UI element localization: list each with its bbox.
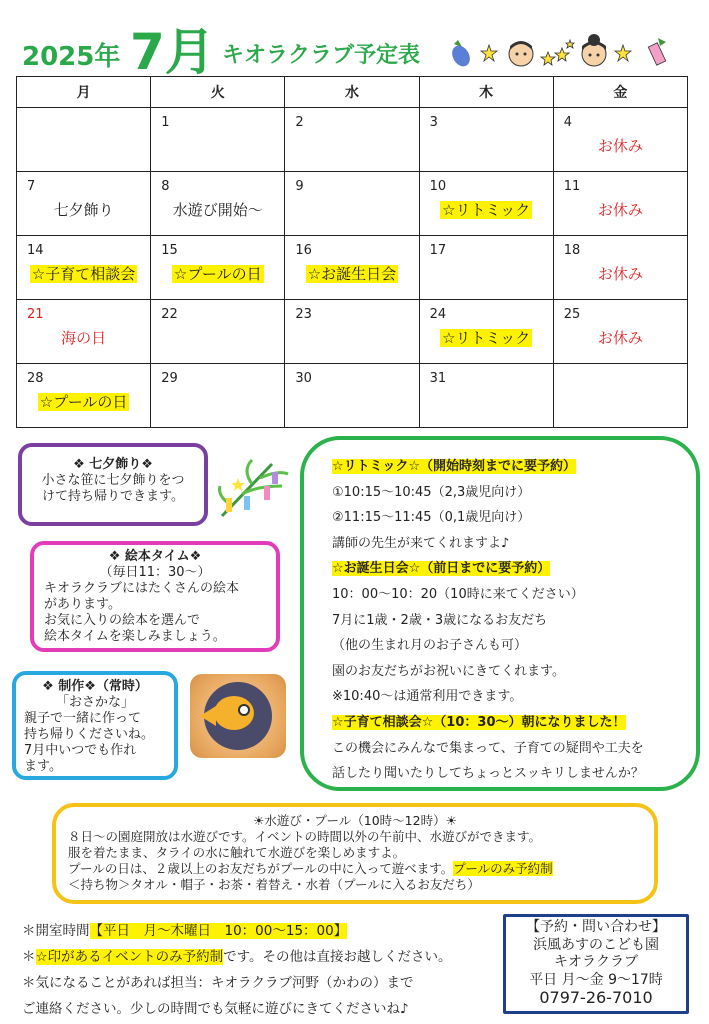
reserve-prefix: ＊ [22, 949, 36, 965]
day-number: 30 [295, 371, 312, 386]
seisaku-line: 親子で一緒に作って [24, 711, 142, 726]
title-month: 7月 [130, 23, 215, 81]
ehon-line: キオラクラブにはたくさんの絵本 [44, 581, 240, 596]
calendar-body [17, 108, 688, 428]
fish-illustration-icon [190, 674, 286, 758]
day-number: 29 [161, 371, 178, 386]
day-event: ☆プールの日 [39, 393, 128, 411]
day-number: 4 [563, 115, 573, 130]
contact-note-line: ＊気になることがあれば担当：キオラクラブ河野（かわの）まで [22, 975, 414, 991]
bamboo-decoration-icon [212, 456, 292, 522]
birthday-title: ☆お誕生日会☆（前日までに要予約） [332, 561, 551, 577]
ehon-box [30, 541, 280, 652]
calendar-day-cell [151, 172, 285, 236]
day-event [216, 327, 220, 345]
day-number: 3 [429, 115, 438, 130]
hours-label: ＊開室時間 [22, 923, 90, 939]
contact-club: キオラクラブ [554, 954, 638, 970]
day-event [350, 391, 354, 409]
calendar-day-cell [151, 364, 285, 428]
seisaku-line: 持ち帰りくださいね。 [24, 727, 155, 742]
day-event [216, 391, 220, 409]
seisaku-title: ❖ 制作❖（常時） [42, 679, 148, 694]
water-line: ＜持ち物＞タオル・帽子・お茶・着替え・水着（プールに入るお友だち） [68, 877, 480, 892]
calendar-day-cell [285, 172, 419, 236]
calendar-day-cell [419, 236, 553, 300]
star-icon-2 [614, 44, 632, 62]
stars-icon [540, 38, 576, 68]
weekday-header: 火 [151, 77, 285, 108]
calendar-day-cell [17, 108, 151, 172]
day-number: 28 [27, 371, 44, 386]
calendar-week-row [17, 108, 688, 172]
day-number: 25 [563, 307, 581, 322]
contact-hours: 平日 月～金 9～17時 [529, 971, 663, 988]
reserve-rest: です。その他は直接お越しください。 [223, 949, 452, 965]
contact-phone: 0797-26-7010 [539, 988, 653, 1007]
seisaku-subtitle: 「おさかな」 [55, 695, 134, 710]
reserve-highlight: ☆印があるイベントのみ予約制 [35, 949, 224, 965]
tanabata-line: けて持ち帰りできます。 [42, 489, 184, 504]
tanabata-box [18, 443, 208, 526]
day-number: 11 [563, 179, 581, 194]
calendar-day-cell [419, 108, 553, 172]
seisaku-line: 7月中いつでも作れ [24, 743, 137, 758]
star-icon [480, 44, 498, 62]
day-event [484, 135, 488, 153]
day-event [484, 263, 488, 281]
day-number: 22 [161, 307, 178, 322]
ehon-line: お気に入りの絵本を選んで [44, 613, 201, 628]
day-number: 21 [27, 307, 44, 322]
calendar-week-row [17, 300, 688, 364]
day-number: 2 [295, 115, 304, 130]
day-number: 8 [161, 179, 170, 194]
day-number: 14 [27, 243, 44, 258]
birthday-line: （他の生まれ月のお子さんも可） [332, 638, 528, 654]
water-line: 服を着たまま、タライの水に触れて水遊びを楽しめますよ。 [68, 845, 406, 860]
day-event: ☆プールの日 [173, 265, 262, 283]
calendar-day-cell [17, 236, 151, 300]
day-number: 10 [429, 179, 447, 194]
calendar-day-cell [17, 364, 151, 428]
weekday-header: 金 [553, 77, 687, 108]
day-event: お休み [597, 329, 643, 347]
day-event: 七夕飾り [53, 201, 114, 219]
tanabata-title: ❖ 七夕飾り❖ [73, 457, 153, 472]
day-number: 7 [27, 179, 36, 194]
weekday-header: 水 [285, 77, 419, 108]
calendar-day-cell [419, 172, 553, 236]
event-info-box [300, 436, 700, 791]
day-event: お休み [597, 201, 643, 219]
tanzaku-icon [644, 36, 672, 68]
day-number: 15 [161, 243, 178, 258]
seisaku-line: ます。 [24, 759, 62, 774]
calendar-day-cell [419, 364, 553, 428]
seisaku-box [12, 671, 178, 780]
title-year: 2025年 [22, 42, 121, 72]
consult-title: ☆子育て相談会☆（10：30～）朝になりました！ [332, 714, 626, 730]
ehon-line: があります。 [44, 597, 121, 612]
notes-section [22, 918, 502, 1022]
day-event: ☆お誕生日会 [307, 265, 397, 283]
day-event: お休み [597, 265, 643, 283]
calendar-day-cell [285, 364, 419, 428]
calendar-day-cell [285, 300, 419, 364]
calendar-day-cell [151, 236, 285, 300]
orihime-face-icon [578, 34, 610, 70]
water-title: ☀水遊び・プール（10時～12時）☀ [253, 813, 457, 828]
calendar-day-cell [553, 108, 687, 172]
weekday-header: 木 [419, 77, 553, 108]
calendar-day-cell [151, 300, 285, 364]
ehon-subtitle: （毎日11：30～） [99, 565, 211, 580]
day-event [216, 135, 220, 153]
pool-reservation-note: プールのみ予約制 [453, 861, 553, 876]
day-event: ☆リトミック [442, 329, 531, 347]
day-number: 18 [563, 243, 581, 258]
calendar-day-cell [553, 364, 687, 428]
birthday-line: 7月に1歳・2歳・3歳になるお友だち [332, 612, 548, 628]
ehon-line: 絵本タイムを楽しみましょう。 [44, 629, 226, 644]
calendar-day-cell [17, 172, 151, 236]
calendar-week-row [17, 172, 688, 236]
day-number: 17 [429, 243, 447, 258]
rhythmic-line: 講師の先生が来てくれますよ♪ [332, 535, 510, 551]
tanabata-line: 小さな笹に七夕飾りをつ [41, 473, 185, 488]
day-number: 31 [429, 371, 447, 386]
calendar-week-row [17, 236, 688, 300]
birthday-line: ※10:40～は通常利用できます。 [332, 689, 523, 705]
day-number: 16 [295, 243, 312, 258]
water-line: プールの日は、２歳以上のお友だちがプールの中に入って遊べます。 [68, 861, 454, 876]
calendar-header-row [17, 77, 688, 108]
day-event [350, 135, 354, 153]
birthday-line: 10：00～10：20（10時に来てください） [332, 586, 584, 602]
consult-line: 話したり聞いたりしてちょっとスッキリしませんか？ [332, 766, 644, 782]
day-event: ☆子育て相談会 [31, 265, 136, 283]
day-event [618, 391, 622, 409]
calendar-day-cell [419, 300, 553, 364]
rhythmic-line: ②11:15～11:45（0,1歳児向け） [332, 510, 531, 526]
day-number: 23 [295, 307, 312, 322]
calendar-day-cell [285, 108, 419, 172]
water-line: ８日～の園庭開放は水遊びです。イベントの時間以外の午前中、水遊びができます。 [68, 829, 542, 844]
weekday-header: 月 [17, 77, 151, 108]
rhythmic-title: ☆リトミック☆（開始時刻までに要予約） [332, 459, 577, 474]
contact-title: 【予約・問い合わせ】 [526, 919, 666, 935]
ehon-title: ❖ 絵本タイム❖ [108, 549, 202, 564]
calendar-day-cell [553, 172, 687, 236]
day-event [484, 391, 488, 409]
day-event: お休み [597, 137, 643, 155]
day-event: ☆リトミック [442, 201, 531, 219]
rhythmic-line: ①10:15～10:45（2,3歳児向け） [332, 484, 531, 500]
contact-org: 浜風あすのこども園 [533, 936, 659, 953]
day-event [350, 199, 354, 217]
calendar-day-cell [553, 236, 687, 300]
day-event: 海の日 [61, 329, 107, 347]
calendar-day-cell [553, 300, 687, 364]
calendar-week-row [17, 364, 688, 428]
birthday-line: 園のお友だちがお祝いにきてくれます。 [332, 663, 565, 679]
day-number: 9 [295, 179, 304, 194]
contact-box [503, 914, 689, 1014]
consult-line: この機会にみんなで集まって、子育ての疑問や工夫を [332, 740, 644, 756]
day-event [350, 327, 354, 345]
calendar-table [16, 76, 688, 428]
day-event [82, 135, 86, 153]
water-play-box [52, 803, 658, 904]
eggplant-icon [448, 38, 474, 68]
contact-note-line: ご連絡ください。少しの時間でも気軽に遊びにきてくださいね♪ [22, 1001, 409, 1017]
calendar-day-cell [285, 236, 419, 300]
day-number: 1 [161, 115, 170, 130]
hours-value: 【平日 月～木曜日 10：00～15：00】 [89, 923, 348, 939]
title-subtitle: キオラクラブ予定表 [222, 43, 421, 68]
day-event: 水遊び開始～ [172, 201, 263, 219]
day-number: 24 [429, 307, 447, 322]
calendar-day-cell [151, 108, 285, 172]
hikoboshi-face-icon [506, 36, 536, 68]
calendar-day-cell [17, 300, 151, 364]
